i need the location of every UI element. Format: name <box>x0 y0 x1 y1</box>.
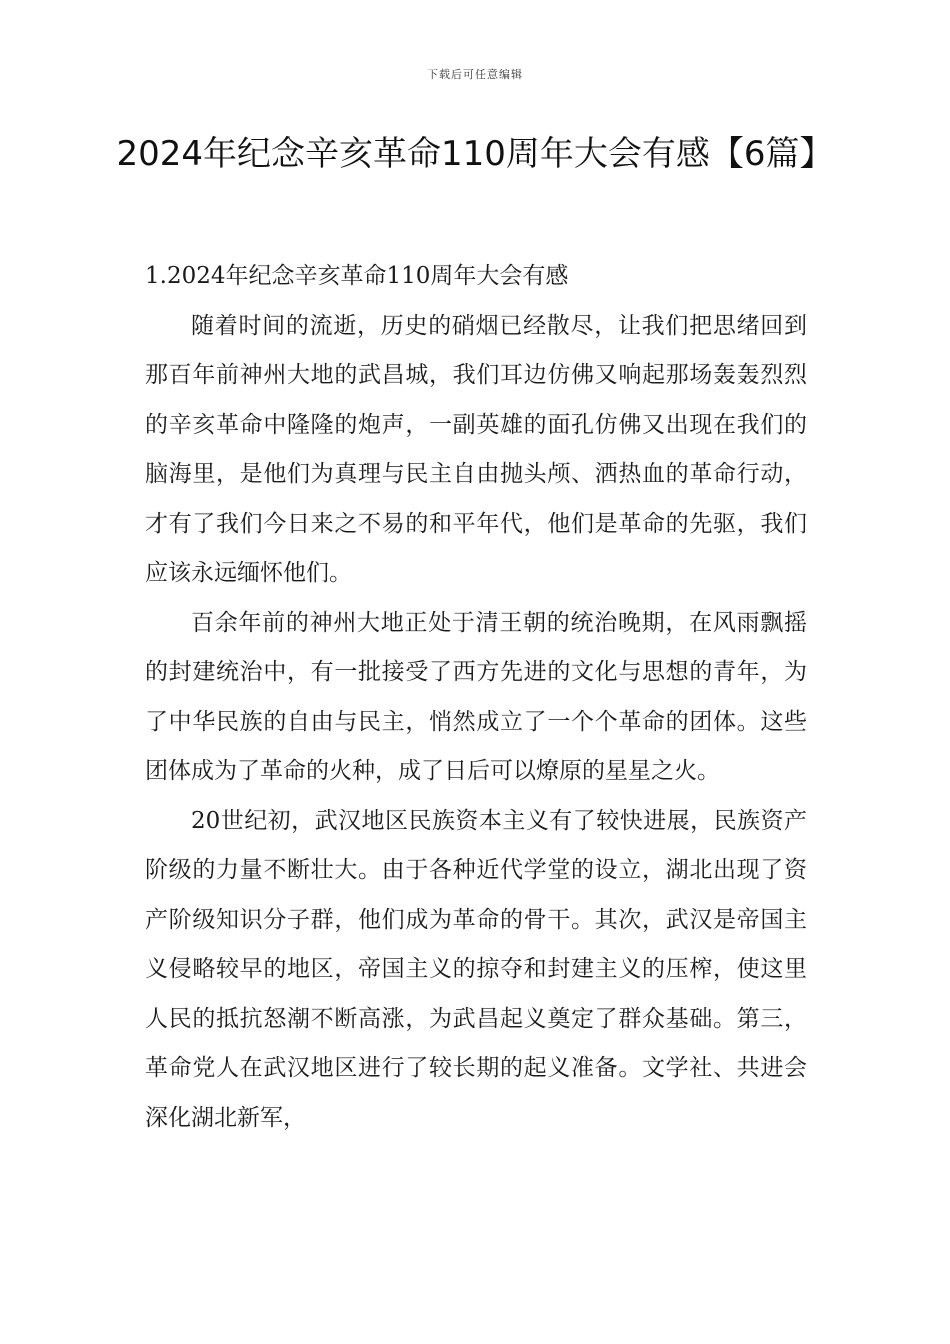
document-body <box>145 252 807 1143</box>
paragraph-1: 随着时间的流逝，历史的硝烟已经散尽，让我们把思绪回到那百年前神州大地的武昌城，我们耳边仿佛又响起那场轰轰烈烈的辛亥革命中隆隆的炮声，一副英雄的面孔仿佛又出现在我们的脑海里，是他们为真理与民主自由抛头颅、洒热血的革命行动，才有了我们今日来之不易的和平年代，他们是革命的先驱，我们应该永远缅怀他们。 <box>145 312 807 586</box>
header-note: 下载后可任意编辑 <box>427 68 523 81</box>
paragraph-2: 百余年前的神州大地正处于清王朝的统治晚期，在风雨飘摇的封建统治中，有一批接受了西方先进的文化与思想的青年，为了中华民族的自由与民主，悄然成立了一个个革命的团体。这些团体成为了革命的火种，成了日后可以燎原的星星之火。 <box>145 609 807 784</box>
paragraph-3: 20世纪初，武汉地区民族资本主义有了较快进展，民族资产阶级的力量不断壮大。由于各种近代学堂的设立，湖北出现了资产阶级知识分子群，他们成为革命的骨干。其次，武汉是帝国主义侵略较早的地区，帝国主义的掠夺和封建主义的压榨，使这里人民的抵抗怒潮不断高涨，为武昌起义奠定了群众基础。第三，革命党人在武汉地区进行了较长期的起义准备。文学社、共进会深化湖北新军， <box>145 807 807 1131</box>
document-title: 2024年纪念辛亥革命110周年大会有感【6篇】 <box>116 134 834 174</box>
section-heading: 1.2024年纪念辛亥革命110周年大会有感 <box>145 263 569 289</box>
